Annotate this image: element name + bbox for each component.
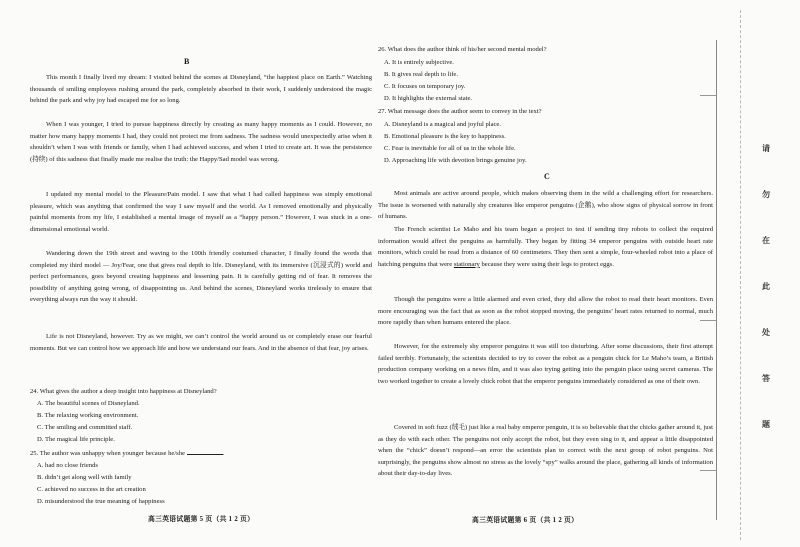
question-25-option-c[interactable]: C. achieved no success in the art creation <box>37 486 146 493</box>
question-24-stem: 24. What gives the author a deep insight into happiness at Disneyland? <box>30 388 217 395</box>
passage-c-paragraph-4: However, for the extremely shy emperor penguins it was still too disturbing. After some discussions, their first attempt failed terribly. Fortunately, the scientists decided to try to cover the robot as a penguin chick for Le Maho’s team, a British production company working on a news film, and it was also trying getting into the penguin place using secret cameras. The two worked together to create a lovely chick robot that the emperor penguins immediately considered as one of their own. <box>378 343 713 385</box>
margin-char: 此 <box>762 282 770 291</box>
section-b-letter: B <box>184 57 190 66</box>
margin-char: 答 <box>762 374 770 383</box>
margin-char: 在 <box>762 236 770 245</box>
question-26-option-b[interactable]: B. It gives real depth to life. <box>384 71 458 78</box>
question-27-option-a[interactable]: A. Disneyland is a magical and joyful place. <box>384 121 502 128</box>
question-25-option-d[interactable]: D. misunderstood the true meaning of happiness <box>37 498 165 505</box>
question-25-option-b[interactable]: B. didn’t get along well with family <box>37 474 132 481</box>
underlined-word-stationary: stationary <box>453 260 480 268</box>
binding-cut-line <box>740 10 741 540</box>
question-25-stem-end: . <box>222 450 225 457</box>
margin-tick <box>700 95 716 96</box>
question-27-option-c[interactable]: C. Fear is inevitable for all of us in the whole life. <box>384 145 516 152</box>
passage-c-paragraph-2-text-a: The French scientist Le Maho and his team began a project to test if sending tiny robots to collect the required information would affect the penguins as harmfully. They began by fitting 34 emperor penguins with outside heart rate monitors, which could be read from a distance of 60 centimeters. They then sent a simple, four-wheeled robot into a place of hatching penguins that were <box>378 226 713 268</box>
question-27-option-d[interactable]: D. Approaching life with devotion brings genuine joy. <box>384 157 527 164</box>
question-26-option-c[interactable]: C. It focuses on temporary joy. <box>384 83 466 90</box>
question-25-stem <box>30 447 372 459</box>
question-27-option-b[interactable]: B. Emotional pleasure is the key to happiness. <box>384 133 506 140</box>
passage-b-paragraph-3: I updated my mental model to the Pleasure/Pain model. I saw that what I had called happiness was simply emotional pleasure, which was anything that confirmed the way I saw myself and the world. As I removed emotionally and physically painful moments from my life, I established a mental image of myself as a “happy person.” However, I was stuck in a one-dimensional emotional world. <box>30 191 372 233</box>
question-26-option-a[interactable]: A. It is entirely subjective. <box>384 59 454 66</box>
column-divider <box>716 40 717 520</box>
section-c-letter: C <box>544 172 550 181</box>
margin-tick <box>700 320 716 321</box>
question-25-option-a[interactable]: A. had no close friends <box>37 462 98 469</box>
margin-char: 处 <box>762 328 770 337</box>
question-26-stem: 26. What does the author think of his/her second mental model? <box>378 46 547 53</box>
question-27-stem: 27. What message does the author seem to convey in the text? <box>378 108 542 115</box>
passage-b-paragraph-2: When I was younger, I tried to pursue happiness directly by creating as many happy moments as I could. However, no matter how many happy moments I had, they could not protect me from sadness. The sadness would unexpectedly arise when it shouldn’t when I was with friends or family, when I had achieved success, and when I tried to create art. It was the persistence (持续) of this sadness that finally made me realise the truth: the Happy/Sad model was wrong. <box>30 121 372 163</box>
passage-b-paragraph-4: Wandering down the 19th street and waving to the 100th friendly costumed character, I finally found the words that completed my third model — Joy/Fear, one that gives real depth to life. Disneyland, with its immersive (沉浸式的) world and perfect performances, goes beyond creating happiness and lessening pain. It is carefully getting rid of fear. It removes the possibility of anything going wrong, of disappointing us. And behind the scenes, Disneyland works tirelessly to ensure that everything always run the way it should. <box>30 250 372 304</box>
passage-c-paragraph-2-text-b: because they were using their legs to protect eggs. <box>479 260 614 268</box>
margin-tick <box>700 470 716 471</box>
footer-page-6: 高三英语试题第 6 页（共 1 2 页） <box>472 517 579 524</box>
passage-c-paragraph-5: Covered in soft fuzz (绒毛) just like a real baby emperor penguin, it is so believable that the chicks gather around it, just as they do with each other. The penguins not only accept the robot, but they even sing to it, and appear a little disappointed when the “chick” doesn’t respond—an error the scientists plan to correct with the next group of robot penguins. Not surprisingly, the penguins show almost no stress as the lovely “spy” walks around the place, gathering all kinds of information about their day-to-day lives. <box>378 424 713 478</box>
question-24-option-d[interactable]: D. The magical life principle. <box>37 436 115 443</box>
question-24-option-b[interactable]: B. The relaxing working environment. <box>37 412 139 419</box>
margin-char: 题 <box>762 420 770 429</box>
footer-page-5: 高三英语试题第 5 页（共 1 2 页） <box>148 516 255 523</box>
passage-b-paragraph-1: This month I finally lived my dream: I visited behind the scenes at Disneyland, “the happiest place on Earth.” Watching thousands of smiling employees rushing around the park, completely absorbed in their work, I suddenly understood the magic behind the park and why joy had escaped me for so long. <box>30 74 372 105</box>
passage-c-paragraph-1: Most animals are active around people, which makes observing them in the wild a challenging effort for researchers. The issue is worsened with naturally shy creatures like emperor penguins (企鹅), who show signs of physical sorrow in front of humans. <box>378 190 713 221</box>
margin-char: 勿 <box>762 190 770 199</box>
passage-b-paragraph-5: Life is not Disneyland, however. Try as we might, we can’t control the world around us or completely erase our fearful moments. But we can control how we approach life and how we understand our fears. And in the absence of that fear, joy arises. <box>30 333 372 352</box>
answer-blank[interactable] <box>187 447 223 455</box>
passage-c-paragraph-3: Though the penguins were a little alarmed and even cried, they did allow the robot to read their heart monitors. Even more encouraging was the fact that as soon as the robot stopped moving, the penguins’ heart rates returned to normal, much more rapidly than when humans entered the place. <box>378 296 713 327</box>
question-24-option-a[interactable]: A. The beautiful scenes of Disneyland. <box>37 400 140 407</box>
margin-char: 请 <box>762 144 770 153</box>
passage-c-paragraph-2 <box>378 224 713 270</box>
question-26-option-d[interactable]: D. It highlights the external state. <box>384 95 473 102</box>
question-25-stem-text: 25. The author was unhappy when younger because he/she <box>30 450 185 457</box>
question-24-option-c[interactable]: C. The smiling and committed staff. <box>37 424 133 431</box>
